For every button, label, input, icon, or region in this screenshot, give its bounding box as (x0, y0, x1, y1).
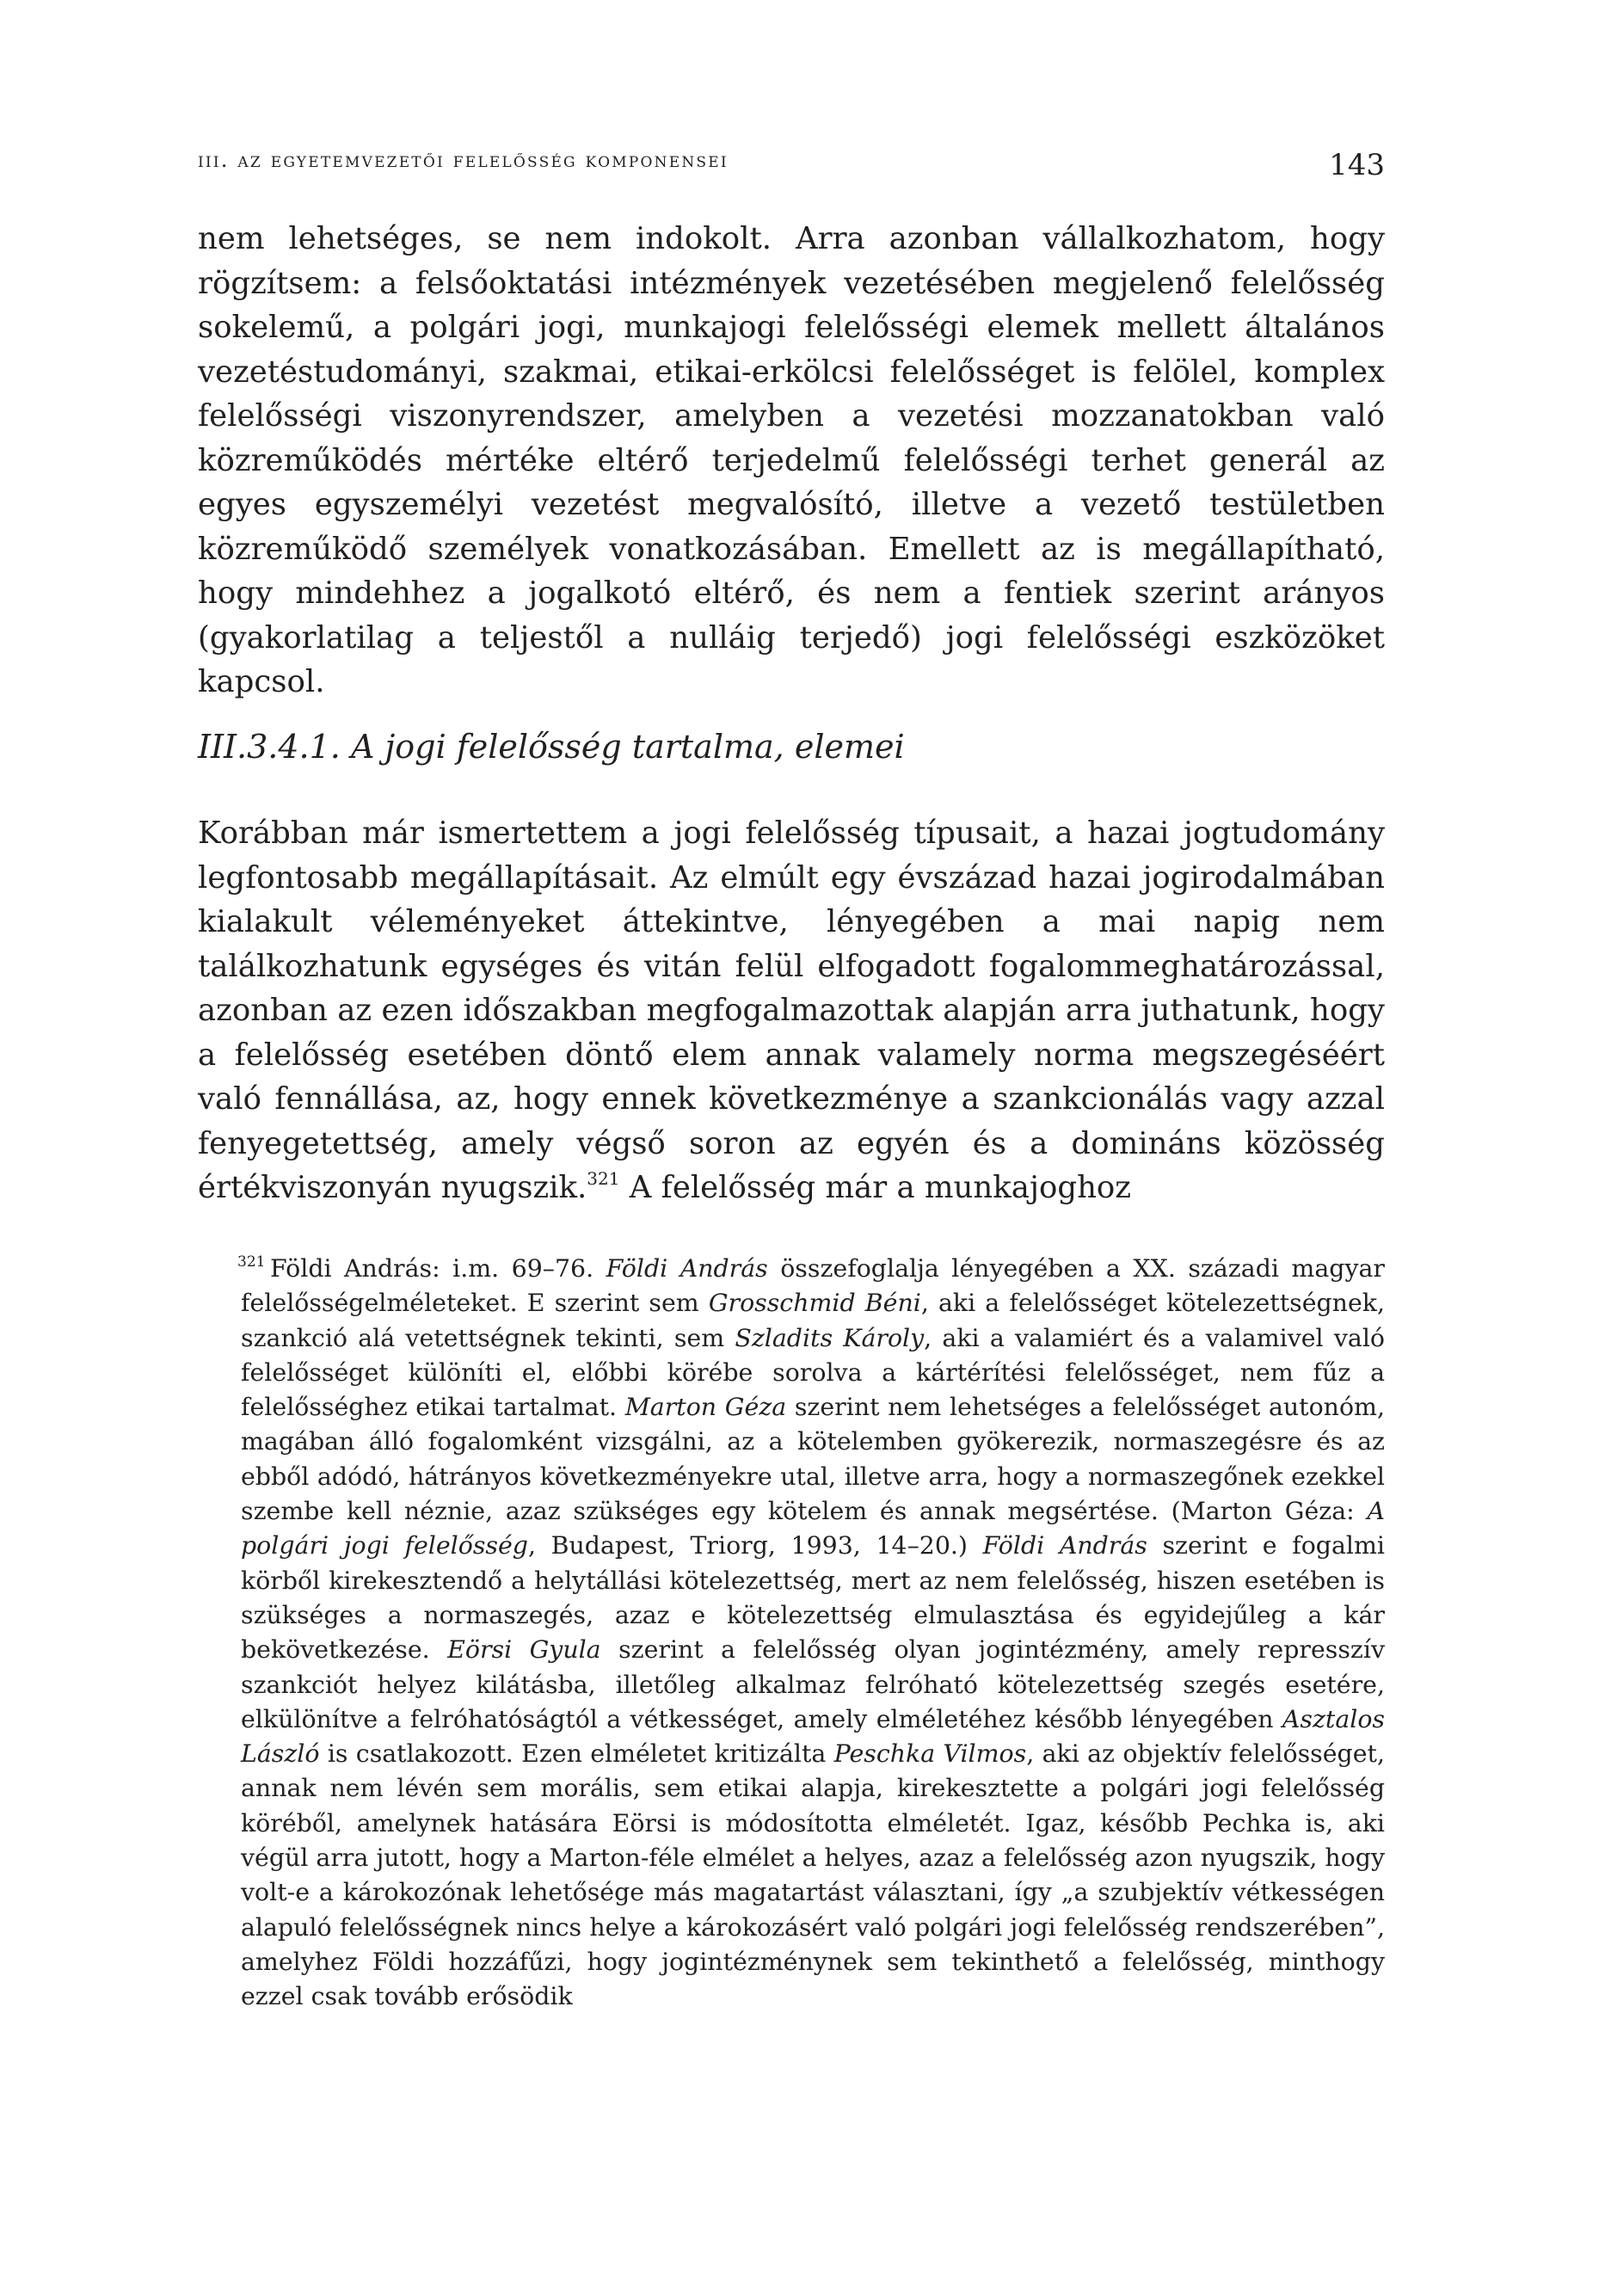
footnote-segment: szerint e fogalmi körből kirekesztendő a helytállási kötelezettség, mert az nem felelősség, hiszen esetében is szükséges a normaszegés, azaz e kötelezettség elmulasztása és egyidejűleg a kár bekövetkezése. (241, 1531, 1385, 1665)
footnote-segment: szerint a felelősség olyan jogintézmény, amely represszív szankciót helyez kilátásba, illetőleg alkalmaz felróható kötelezettség szegés esetére, elkülönítve a felróhatóságtól a vétkességet, amely elméletéhez később lényegében (241, 1635, 1385, 1733)
footnote-segment: , aki az objektív felelősséget, annak nem lévén sem morális, sem etikai alapja, kirekesztette a polgári jogi felelősség köréből, amelynek hatására Eörsi is módosította elméletét. Igaz, később Pechka is, aki végül arra jutott, hogy a Marton-féle elmélet a helyes, azaz a felelősség azon nyugszik, hogy volt-e a károkozónak lehetősége más magatartást választani, így „a szubjektív vétkességen alapuló felelősségnek nincs helye a károkozásért való polgári jogi felelősség rendszerében”, amelyhez Földi hozzáfűzi, hogy jogintézménynek sem tekinthető a felelősség, minthogy ezzel csak tovább erősödik (241, 1739, 1385, 2011)
body-paragraph-1: nem lehetséges, se nem indokolt. Arra azonban vállalkozhatom, hogy rögzítsem: a felsőoktatási intézmények vezetésében megjelenő felelősség sokelemű, a polgári jogi, munkajogi felelősségi elemek mellett általános vezetéstudományi, szakmai, etikai-erkölcsi felelősséget is felölel, komplex felelősségi viszonyrendszer, amelyben a vezetési mozzanatokban való közreműködés mértéke eltérő terjedelmű felelősségi terhet generál az egyes egyszemélyi vezetést megvalósító, illetve a vezető testületben közreműködő személyek vonatkozásában. Emellett az is megállapítható, hogy mindehhez a jogalkotó eltérő, és nem a fentiek szerint arányos (gyakorlatilag a teljestől a nulláig terjedő) jogi felelősségi eszközöket kapcsol. (198, 221, 1385, 699)
footnote-italic-segment: Eörsi Gyula (447, 1635, 601, 1665)
footnote-italic-segment: Asztalos László (241, 1704, 1385, 1769)
footnote-segment: összefoglalja lényegében a XX. századi magyar felelősségelméleteket. E szerint sem (241, 1254, 1385, 1318)
footnote-segment: Földi András: i.m. 69–76. (270, 1254, 606, 1283)
footnote-italic-segment: Szladits Károly (735, 1323, 925, 1352)
body-paragraph-2-tail: A felelősség már a munkajoghoz (619, 1170, 1132, 1205)
footnote-segment: , Budapest, Triorg, 1993, 14–20.) (527, 1531, 983, 1560)
footnote-text (241, 1252, 1385, 2015)
footnote (237, 1252, 1386, 2015)
footnote-segment: szerint nem lehetséges a felelősséget autonóm, magában álló fogalomként vizsgálni, az a kötelemben gyökerezik, normaszegésre és az ebből adódó, hátrányos következményekre utal, illetve arra, hogy a normaszegőnek ezekkel szembe kell néznie, azaz szükséges egy kötelem és annak megsértése. (Marton Géza: (241, 1393, 1385, 1526)
footnote-segment: is csatlakozott. Ezen elméletet kritizálta (319, 1739, 834, 1769)
footnote-italic-segment: Marton Géza (624, 1393, 787, 1422)
footnote-italic-segment: Földi András (982, 1531, 1147, 1560)
body-paragraph-2-text: Korábban már ismertettem a jogi felelősség típusait, a hazai jogtudomány legfontosabb megállapításait. Az elmúlt egy évszázad hazai jogirodalmában kialakult véleményeket áttekintve, lényegében a mai napig nem találkozhatunk egységes és vitán felül elfogadott fogalommeghatározással, azonban az ezen időszakban megfogalmazottak alapján arra juthatunk, hogy a felelősség esetében döntő elem annak valamely norma megszegéséért való fennállása, az, hogy ennek következménye a szankcionálás vagy azzal fenyegetettség, amely végső soron az egyén és a domináns közösség értékviszonyán nyugszik. (198, 816, 1385, 1205)
footnote-italic-segment: Grosschmid Béni (708, 1289, 921, 1318)
body-paragraph-2 (198, 811, 1385, 1210)
footnote-segment: , aki a valamiért és a valamivel való felelősséget különíti el, előbbi körébe sorolva a kártérítési felelősséget, nem fűz a felelősséghez etikai tartalmat. (241, 1323, 1386, 1422)
footnote-italic-segment: A polgári jogi felelősség (241, 1497, 1385, 1560)
page-number: 143 (1329, 148, 1385, 182)
footnote-number: 321 (237, 1253, 266, 1271)
footnote-italic-segment: Peschka Vilmos (833, 1739, 1027, 1769)
running-head: iii. az egyetemvezetői felelősség komponensei (198, 148, 729, 172)
section-heading: III.3.4.1. A jogi felelősség tartalma, elemei (198, 728, 905, 766)
footnote-reference: 321 (587, 1168, 620, 1189)
footnote-segment: , aki a felelősséget kötelezettségnek, szankció alá vetettségnek tekinti, sem (241, 1289, 1385, 1352)
footnote-italic-segment: Földi András (606, 1254, 768, 1283)
